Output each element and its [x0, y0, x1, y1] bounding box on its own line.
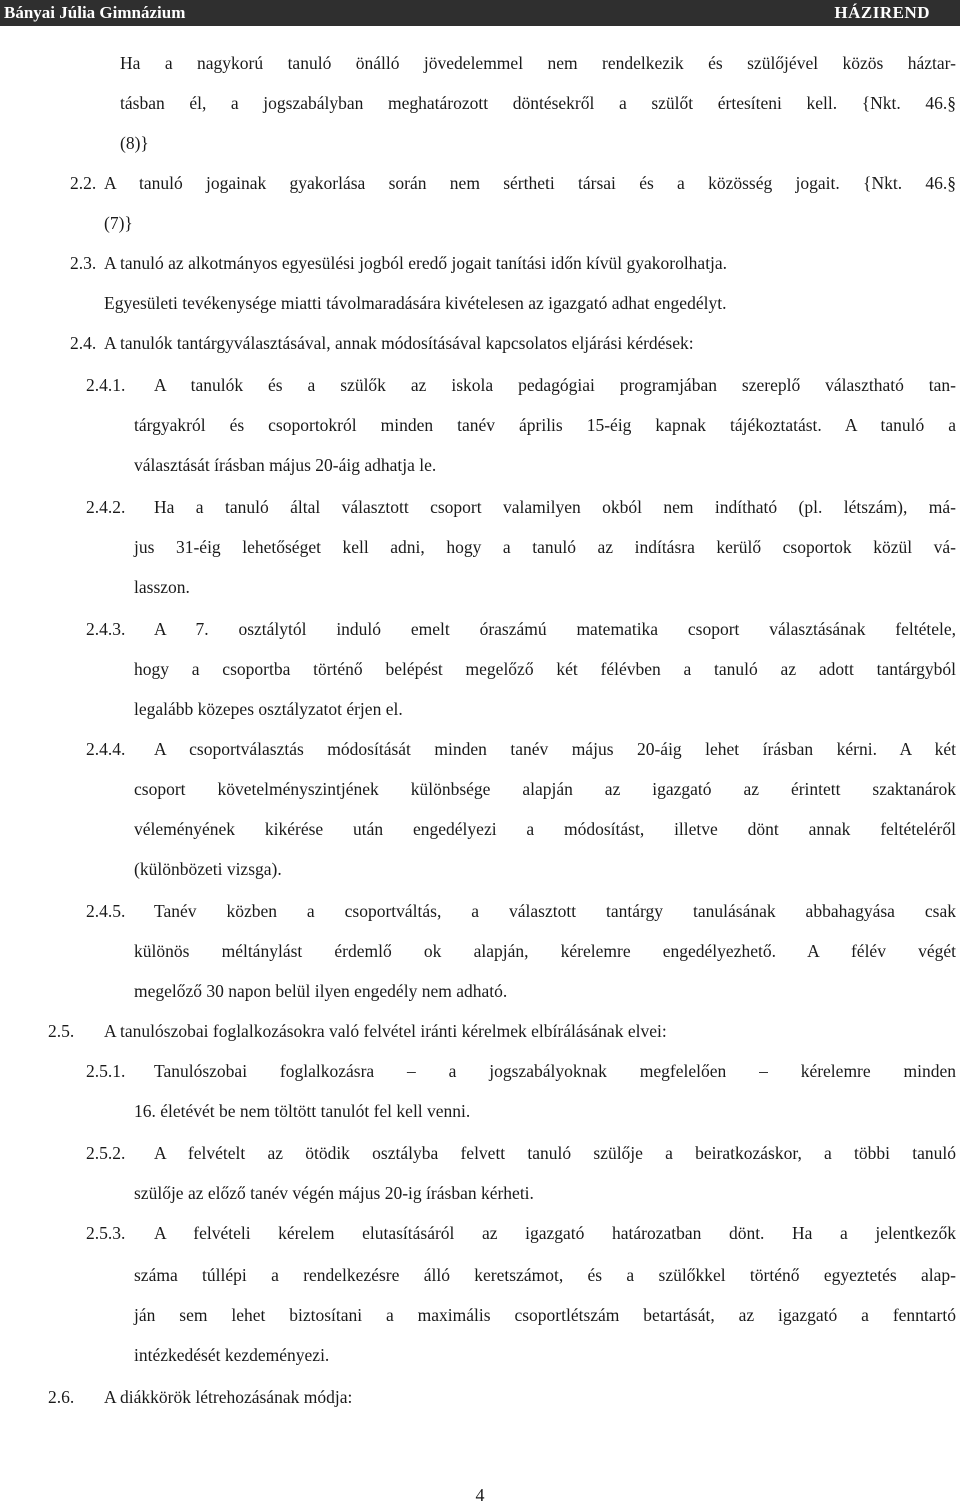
section-2-5-3-line-2: száma túllépi a rendelkezésre álló keretszámot, és a szülőkkel történő egyeztetés alap-: [134, 1265, 956, 1285]
section-number: 2.5.: [48, 1021, 75, 1041]
section-2-3-line-2: Egyesületi tevékenysége miatti távolmaradására kivételesen az igazgató adhat engedélyt.: [104, 293, 727, 313]
school-name: Bányai Júlia Gimnázium: [4, 3, 186, 22]
intro-line-2: tásban él, a jogszabályban meghatározott döntésekről a szülőt értesíteni kell. {Nkt. 46.§: [120, 93, 956, 113]
section-2-6-line-1: A diákkörök létrehozásának módja:: [104, 1387, 353, 1407]
section-2-4-3-line-1: A 7. osztálytól induló emelt óraszámú matematika csoport választásának feltétele,: [154, 619, 956, 639]
section-2-4-5-line-3: megelőző 30 napon belül ilyen engedély nem adható.: [134, 981, 508, 1001]
section-number: 2.6.: [48, 1387, 75, 1407]
section-number: 2.4.: [70, 333, 97, 353]
section-2-5-1-line-1: Tanulószobai foglalkozásra – a jogszabályoknak megfelelően – kérelemre minden: [154, 1061, 956, 1081]
section-2-4-3-line-2: hogy a csoportba történő belépést megelőző két félévben a tanuló az adott tantárgyból: [134, 659, 956, 679]
section-number: 2.5.3.: [86, 1223, 126, 1243]
section-number: 2.3.: [70, 253, 97, 273]
section-2-4-2-line-1: Ha a tanuló által választott csoport valamilyen okból nem indítható (pl. létszám), má-: [154, 497, 956, 517]
section-2-3-line-1: A tanuló az alkotmányos egyesülési jogból eredő jogait tanítási időn kívül gyakorolhatja.: [104, 253, 728, 273]
page-header: [0, 0, 960, 26]
section-2-4-2-line-3: lasszon.: [134, 577, 190, 597]
section-2-5-line-1: A tanulószobai foglalkozásokra való felvétel iránti kérelmek elbírálásának elvei:: [104, 1021, 667, 1041]
section-2-5-1-line-2: 16. életévét be nem töltött tanulót fel kell venni.: [134, 1101, 471, 1121]
section-number: 2.4.1.: [86, 375, 126, 395]
intro-line-1: Ha a nagykorú tanuló önálló jövedelemmel nem rendelkezik és szülőjével közös háztar-: [120, 53, 956, 73]
section-2-2-line-2: (7)}: [104, 213, 133, 233]
section-2-4-4-line-4: (különbözeti vizsga).: [134, 859, 282, 879]
section-2-4-4-line-3: véleményének kikérése után engedélyezi a módosítást, illetve dönt annak feltételéről: [134, 819, 956, 839]
page-number: 4: [475, 1485, 485, 1505]
section-2-2-line-1: A tanuló jogainak gyakorlása során nem sértheti társai és a közösség jogait. {Nkt. 46.§: [104, 173, 956, 193]
section-2-5-3-line-1: A felvételi kérelem elutasításáról az igazgató határozatban dönt. Ha a jelentkezők: [154, 1223, 956, 1243]
section-number: 2.4.4.: [86, 739, 126, 759]
section-2-4-line-1: A tanulók tantárgyválasztásával, annak módosításával kapcsolatos eljárási kérdések:: [104, 333, 694, 353]
section-number: 2.2.: [70, 173, 97, 193]
section-2-5-3-line-4: intézkedését kezdeményezi.: [134, 1345, 330, 1365]
section-number: 2.5.1.: [86, 1061, 126, 1081]
section-2-4-1-line-3: választását írásban május 20-áig adhatja le.: [134, 455, 437, 475]
section-2-4-5-line-2: különös méltánylást érdemlő ok alapján, kérelemre engedélyezhető. A félév végét: [134, 941, 956, 961]
section-2-4-1-line-1: A tanulók és a szülők az iskola pedagógiai programjában szereplő választható tan-: [154, 375, 956, 395]
section-2-4-2-line-2: jus 31-éig lehetőséget kell adni, hogy a tanuló az indításra kerülő csoportok közül vá-: [134, 537, 956, 557]
section-number: 2.4.2.: [86, 497, 126, 517]
section-number: 2.5.2.: [86, 1143, 126, 1163]
section-number: 2.4.3.: [86, 619, 126, 639]
intro-line-3: (8)}: [120, 133, 149, 153]
section-number: 2.4.5.: [86, 901, 126, 921]
section-2-4-4-line-1: A csoportválasztás módosítását minden tanév május 20-áig lehet írásban kérni. A két: [154, 739, 956, 759]
section-2-4-3-line-3: legalább közepes osztályzatot érjen el.: [134, 699, 403, 719]
section-2-4-4-line-2: csoport követelményszintjének különbsége alapján az igazgató az érintett szaktanárok: [134, 779, 956, 799]
section-2-4-1-line-2: tárgyakról és csoportokról minden tanév április 15-éig kapnak tájékoztatást. A tanuló a: [134, 415, 956, 435]
section-2-4-5-line-1: Tanév közben a csoportváltás, a választott tantárgy tanulásának abbahagyása csak: [154, 901, 956, 921]
section-2-5-2-line-1: A felvételt az ötödik osztályba felvett tanuló szülője a beiratkozáskor, a többi tanuló: [154, 1143, 956, 1163]
section-2-5-3-line-3: ján sem lehet biztosítani a maximális csoportlétszám betartását, az igazgató a fenntartó: [134, 1305, 956, 1325]
document-title: HÁZIREND: [834, 3, 930, 22]
section-2-5-2-line-2: szülője az előző tanév végén május 20-ig írásban kérheti.: [134, 1183, 534, 1203]
